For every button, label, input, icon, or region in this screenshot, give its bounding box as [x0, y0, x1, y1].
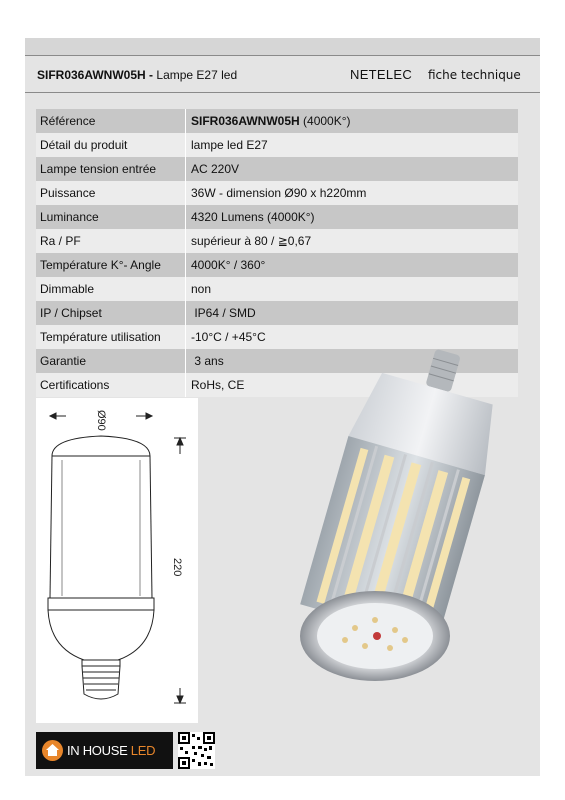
- spec-row: [36, 301, 518, 325]
- spec-value: lampe led E27: [191, 138, 268, 152]
- product-title: [37, 68, 237, 82]
- spec-label: Puissance: [40, 186, 96, 200]
- logo-text-accent: LED: [130, 743, 156, 758]
- spec-label: Détail du produit: [40, 138, 128, 152]
- lamp-product-image: [275, 348, 520, 688]
- document-type: fiche technique: [428, 68, 521, 82]
- spec-label: Température K°- Angle: [40, 258, 161, 272]
- title-separator: -: [149, 68, 154, 82]
- product-description: Lampe E27 led: [156, 68, 238, 82]
- dimension-drawing: [36, 398, 198, 723]
- in-house-led-logo: [36, 732, 173, 769]
- spec-value: supérieur à 80 / ≧0,67: [191, 234, 312, 248]
- spec-value: 4000K° / 360°: [191, 258, 266, 272]
- logo-text: [67, 743, 155, 758]
- spec-row: [36, 253, 518, 277]
- spec-value-rest: (4000K°): [299, 114, 351, 128]
- spec-value: RoHs, CE: [191, 378, 245, 392]
- spec-value-bold: SIFR036AWNW05H: [191, 114, 300, 128]
- spec-label: IP / Chipset: [40, 306, 102, 320]
- spec-value: 4320 Lumens (4000K°): [191, 210, 315, 224]
- spec-row: [36, 277, 518, 301]
- spec-label: Garantie: [40, 354, 87, 368]
- product-code: SIFR036AWNW05H: [37, 68, 146, 82]
- sheet-header: [25, 56, 540, 93]
- spec-label: Lampe tension entrée: [40, 162, 157, 176]
- spec-value: AC 220V: [191, 162, 240, 176]
- spec-value: [191, 114, 351, 128]
- spec-value: -10°C / +45°C: [191, 330, 266, 344]
- spec-label: Luminance: [40, 210, 99, 224]
- spec-sheet: [25, 38, 540, 776]
- lamp-illustration: [275, 348, 520, 688]
- spec-row: [36, 205, 518, 229]
- diameter-label: Ø90: [95, 410, 107, 431]
- spec-row: [36, 229, 518, 253]
- brand-name: NETELEC: [350, 67, 413, 82]
- spec-value: non: [191, 282, 212, 296]
- lamp-outline-drawing: [36, 398, 198, 723]
- spec-row: [36, 109, 518, 133]
- qr-code: [178, 732, 215, 769]
- spec-row: [36, 133, 518, 157]
- house-icon: [42, 740, 63, 761]
- spec-value: IP64 / SMD: [191, 306, 256, 320]
- spec-label: Dimmable: [40, 282, 95, 296]
- spec-row: [36, 325, 518, 349]
- spec-row: [36, 181, 518, 205]
- top-band: [25, 38, 540, 56]
- spec-label: Référence: [40, 114, 96, 128]
- spec-value: 3 ans: [191, 354, 224, 368]
- spec-label: Température utilisation: [40, 330, 161, 344]
- logo-text-main: IN HOUSE: [67, 743, 131, 758]
- spec-row: [36, 157, 518, 181]
- spec-label: Ra / PF: [40, 234, 81, 248]
- spec-label: Certifications: [40, 378, 110, 392]
- height-label: 220: [171, 558, 183, 577]
- spec-value: 36W - dimension Ø90 x h220mm: [191, 186, 367, 200]
